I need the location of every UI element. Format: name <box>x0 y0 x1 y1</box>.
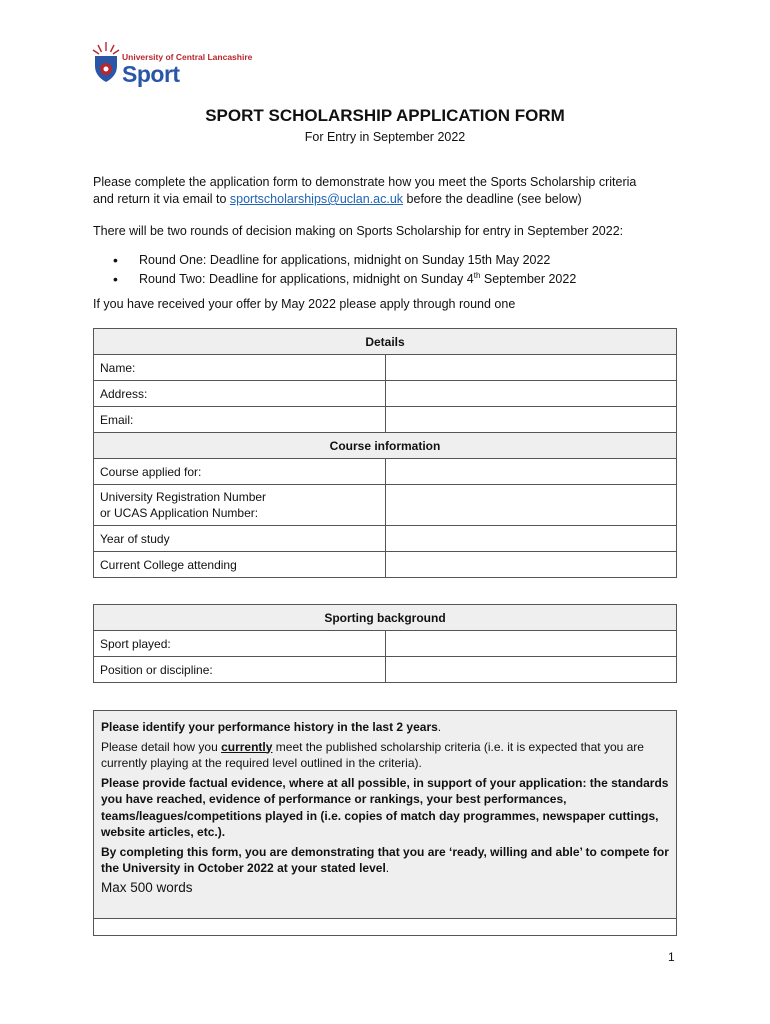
registration-line-1: University Registration Number <box>100 490 267 504</box>
sport-played-label: Sport played: <box>94 631 386 657</box>
course-applied-field[interactable] <box>385 459 677 485</box>
current-college-label: Current College attending <box>94 552 386 578</box>
address-field[interactable] <box>385 381 677 407</box>
year-of-study-label: Year of study <box>94 526 386 552</box>
course-applied-label: Course applied for: <box>94 459 386 485</box>
position-discipline-label: Position or discipline: <box>94 657 386 683</box>
current-college-field[interactable] <box>385 552 677 578</box>
round-two-prefix: Round Two: Deadline for applications, midnight on Sunday 4 <box>139 272 474 286</box>
instruction-2-a: Please detail how you <box>101 739 222 754</box>
sun-shield-logo-icon <box>92 40 120 86</box>
email-label: Email: <box>94 407 386 433</box>
round-two-ordinal: th <box>473 270 481 280</box>
instruction-2-b: meet the published scholarship criteria (i.e. it is expected that you are currently playing at the required level outlined in the criteria). <box>101 739 644 770</box>
year-of-study-field[interactable] <box>385 526 677 552</box>
intro-paragraph <box>93 174 683 208</box>
instruction-4-bold: By completing this form, you are demonstrating that you are ‘ready, willing and able’ to compete for the University in October 2022 at your stated level <box>101 844 669 875</box>
scholarship-email-link[interactable]: sportscholarships@uclan.ac.uk <box>229 192 404 206</box>
sport-brand-text: Sport <box>122 61 180 87</box>
instruction-1 <box>101 719 669 736</box>
registration-number-label <box>94 485 386 526</box>
position-discipline-field[interactable] <box>385 657 677 683</box>
page-title: SPORT SCHOLARSHIP APPLICATION FORM <box>205 106 565 125</box>
sporting-background-table <box>93 604 677 683</box>
instruction-1-bold: Please identify your performance history in the last 2 years <box>101 720 438 734</box>
name-label: Name: <box>94 355 386 381</box>
offer-note: If you have received your offer by May 2022 please apply through round one <box>93 297 516 311</box>
name-field[interactable] <box>385 355 677 381</box>
sport-played-field[interactable] <box>385 631 677 657</box>
sporting-background-header: Sporting background <box>94 605 677 631</box>
registration-line-2: or UCAS Application Number: <box>100 506 259 520</box>
response-area[interactable] <box>94 918 676 935</box>
details-header: Details <box>94 329 677 355</box>
registration-number-field[interactable] <box>385 485 677 526</box>
course-info-header: Course information <box>94 433 677 459</box>
email-field[interactable] <box>385 407 677 433</box>
uclan-sport-logo <box>92 40 292 88</box>
details-table <box>93 328 677 578</box>
round-one-text: Round One: Deadline for applications, midnight on Sunday 15th May 2022 <box>139 253 551 267</box>
performance-history-box <box>93 710 677 936</box>
instruction-3: Please provide factual evidence, where at all possible, in support of your application: the standards you have reached, evidence of performance or rankings, your best performances, teams/leagues/competitions played in (i.e. copies of match day programmes, newspaper cuttings, website articles, etc.). <box>101 775 669 839</box>
round-two-suffix: September 2022 <box>480 272 577 286</box>
list-item <box>113 251 576 270</box>
intro-line-2-prefix: and return it via email to <box>93 192 230 206</box>
instruction-1-end: . <box>437 720 442 734</box>
address-label: Address: <box>94 381 386 407</box>
university-name: University of Central Lancashire <box>122 52 253 62</box>
rounds-list <box>113 251 576 289</box>
page-number: 1 <box>668 950 675 964</box>
instruction-2-underline: currently <box>221 739 273 754</box>
list-item <box>113 270 576 289</box>
instruction-4 <box>101 844 669 877</box>
page-subtitle: For Entry in September 2022 <box>304 130 466 144</box>
max-words-note: Max 500 words <box>101 879 193 895</box>
instruction-4-end: . <box>385 861 390 875</box>
intro-line-1: Please complete the application form to demonstrate how you meet the Sports Scholarship criteria <box>93 175 637 189</box>
instruction-2 <box>101 739 669 772</box>
rounds-intro: There will be two rounds of decision making on Sports Scholarship for entry in September 2022: <box>93 224 624 238</box>
intro-line-2-suffix: before the deadline (see below) <box>403 192 582 206</box>
